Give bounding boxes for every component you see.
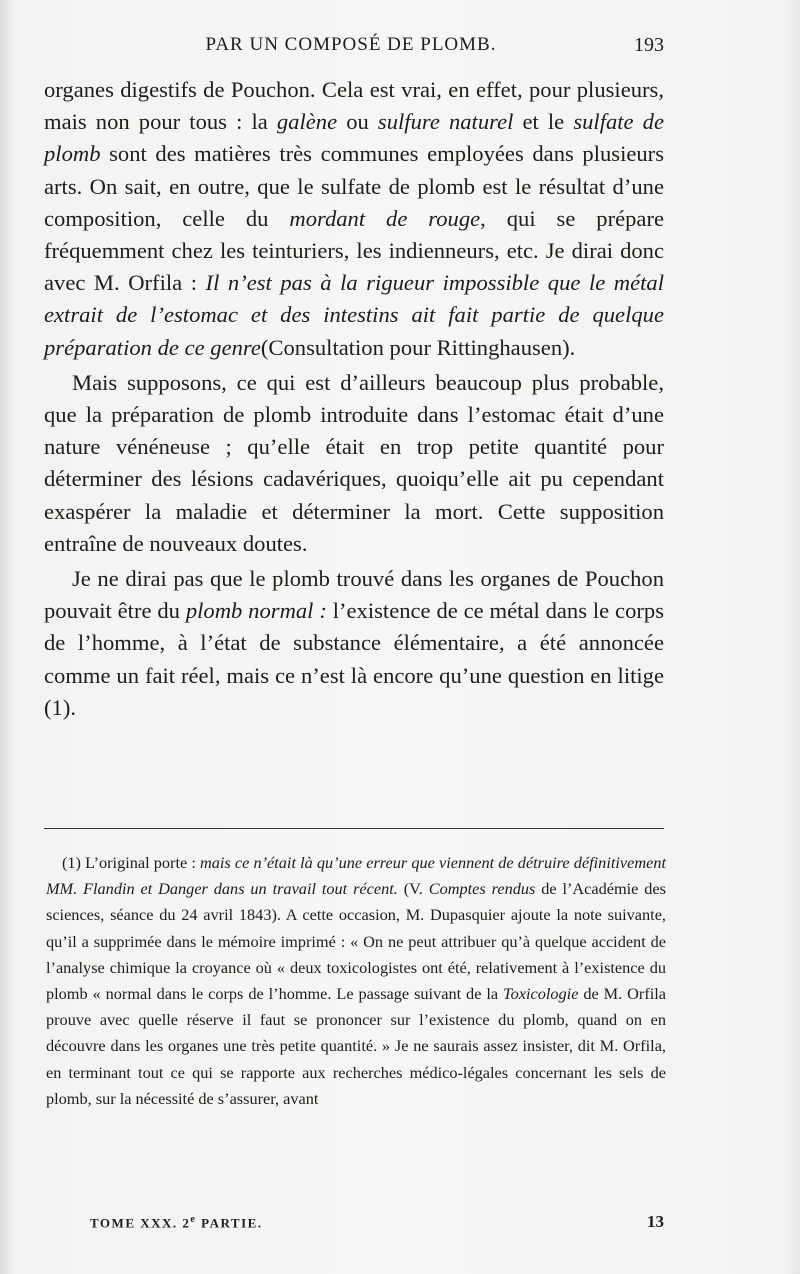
signature-line: TOME XXX. 2e PARTIE.: [90, 1214, 263, 1231]
main-text: [44, 74, 664, 724]
paragraph-2: Mais supposons, ce qui est d’ailleurs beaucoup plus probable, que la préparation de plomb introduite dans l’estomac était d’une nature vénéneuse ; qu’elle était en trop petite quantité pour déterminer des lésions cadavériques, quoiqu’elle ait pu cependant exaspérer la maladie et déterminer la mort. Cette supposition entraîne de nouveaux doutes.: [44, 369, 664, 556]
running-title: PAR UN COMPOSÉ DE PLOMB.: [205, 34, 497, 55]
footnote-text: (1) L’original porte : mais ce n’était là qu’une erreur que viennent de détruire définitivement MM. Flandin et Danger dans un travail tout récent. (V. Comptes rendus de l’Académie des sciences, séance du 24 avril 1843). A cette occasion, M. Dupasquier ajoute la note suivante, qu’il a supprimée dans le mémoire imprimé : « On ne peut attribuer qu’à quelque accident de l’analyse chimique la croyance où « deux toxicologistes ont été, relativement à l’existence du plomb « normal dans le corps de l’homme. Le passage suivant de la Toxicologie de M. Orfila prouve avec quelle réserve il faut se prononcer sur l’existence du plomb, quand on en découvre dans les organes une très petite quantité. » Je ne saurais assez insister, dit M. Orfila, en terminant tout ce qui se rapporte aux recherches médico-légales concernant les sels de plomb, sur la nécessité de s’assurer, avant: [46, 853, 667, 1108]
sheet-number: 13: [647, 1212, 664, 1231]
page-number: 193: [634, 34, 664, 56]
paragraph-3: Je ne dirai pas que le plomb trouvé dans les organes de Pouchon pouvait être du plomb normal : l’existence de ce métal dans le corps de l’homme, à l’état de substance élémentaire, a été annoncée comme un fait réel, mais ce n’est là encore qu’une question en litige (1).: [44, 566, 665, 720]
paragraph-1: organes digestifs de Pouchon. Cela est vrai, en effet, pour plusieurs, mais non pour tous : la galène ou sulfure naturel et le sulfate de plomb sont des matières très communes employées dans plusieurs arts. On sait, en outre, que le sulfate de plomb est le résultat d’une composition, celle du mordant de rouge, qui se prépare fréquemment chez les teinturiers, les indienneurs, etc. Je dirai donc avec M. Orfila : Il n’est pas à la rigueur impossible que le métal extrait de l’estomac et des intestins ait fait partie de quelque préparation de ce genre(Consultation pour Rittinghausen).: [44, 77, 665, 360]
footnote: [46, 850, 666, 1112]
footnote-rule: [44, 828, 664, 829]
